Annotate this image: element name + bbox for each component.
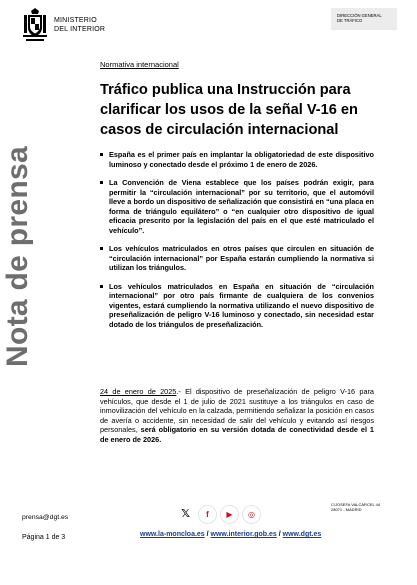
instagram-icon[interactable]: ◎ (243, 506, 260, 523)
directorate-line-2: DE TRÁFICO (337, 18, 363, 24)
link-separator: / (276, 531, 283, 538)
key-point (100, 178, 374, 235)
address-line-1: C/JOSEFA VALCÁRCEL 44 (331, 502, 381, 507)
press-email[interactable]: prensa@dgt.es (22, 514, 69, 521)
key-point (100, 282, 374, 330)
directorate-line-1: DIRECCIÓN GENERAL (337, 13, 382, 18)
x-twitter-icon[interactable]: 𝕏 (181, 508, 190, 520)
body-text: .- El dispositivo de preseñalización de peligro V-16 para vehículos, que desde el 1 de julio de 2021 sustituye a los triángulos en caso de inmovilización del vehículo en la calzada, permitiendo señalizar la posición en casos de avería o accidente, sin necesidad de salir del vehículo y evitando así riesgos personales, (100, 387, 374, 435)
key-point-text: España es el primer país en implantar la obligatoriedad de este dispositivo luminoso y conectado desde el próximo 1 de enero de 2026. (109, 150, 374, 169)
bullet-icon (100, 247, 103, 250)
directorate-name (337, 13, 382, 23)
link-la-moncloa[interactable]: www.la-moncloa.es (140, 531, 205, 538)
bullet-icon (100, 285, 103, 288)
bullet-icon (100, 181, 103, 184)
press-release-label-text: Nota de prensa (1, 146, 34, 367)
body-paragraph (100, 387, 374, 445)
body-text-bold: será obligatorio en su versión dotada de conectividad desde el 1 de enero de 2026. (100, 425, 374, 444)
category-label: Normativa internacional (100, 60, 179, 69)
key-point-text: Los vehículos matriculados en otros países que circulen en situación de “circulación internacional” por España estarán cumpliendo la normativa si utilizan los triángulos. (109, 244, 374, 272)
key-point-text: Los vehículos matriculados en España en situación de “circulación internacional” por otro país firmante de cualquiera de los convenios vigentes, estará cumpliendo la normativa utilizando el nuevo dispositivo de preseñalización de peligro V-16 luminoso y conectado, sin necesidad estar dotado de los triángulos de preseñalización. (109, 281, 374, 329)
key-point (100, 150, 374, 169)
directorate-box (331, 8, 397, 30)
link-separator: / (204, 531, 211, 538)
address-line-2: 28071 - MADRID (331, 507, 362, 512)
release-date: 24 de enero de 2025 (100, 387, 177, 396)
link-interior[interactable]: www.interior.gob.es (210, 531, 277, 538)
bullet-icon (100, 153, 103, 156)
youtube-icon[interactable]: ▶ (221, 506, 238, 523)
headline: Tráfico publica una Instrucción para clarificar los usos de la señal V-16 en casos de circulación internacional (100, 82, 358, 138)
ministry-line-2: DEL INTERIOR (54, 26, 106, 33)
ministry-line-1: MINISTERIO (54, 17, 97, 24)
coat-of-arms-logo (22, 8, 48, 42)
page-number: Página 1 de 3 (22, 534, 66, 541)
link-dgt[interactable]: www.dgt.es (282, 531, 322, 538)
key-point-text: La Convención de Viena establece que los países podrán exigir, para permitir la “circulación internacional” por su territorio, que el automóvil lleve a bordo un dispositivo de señalización que consistirá en “una placa en forma de triángulo equilátero” o “en cualquier otro dispositivo de igual eficacia prescrito por la legislación del país en el que esté matriculado el vehículo”. (109, 178, 374, 235)
footer-links (140, 531, 321, 538)
key-point (100, 244, 374, 273)
ministry-name (54, 16, 105, 34)
facebook-icon[interactable]: f (199, 506, 216, 523)
key-points-list (100, 150, 374, 338)
office-address (331, 502, 380, 512)
